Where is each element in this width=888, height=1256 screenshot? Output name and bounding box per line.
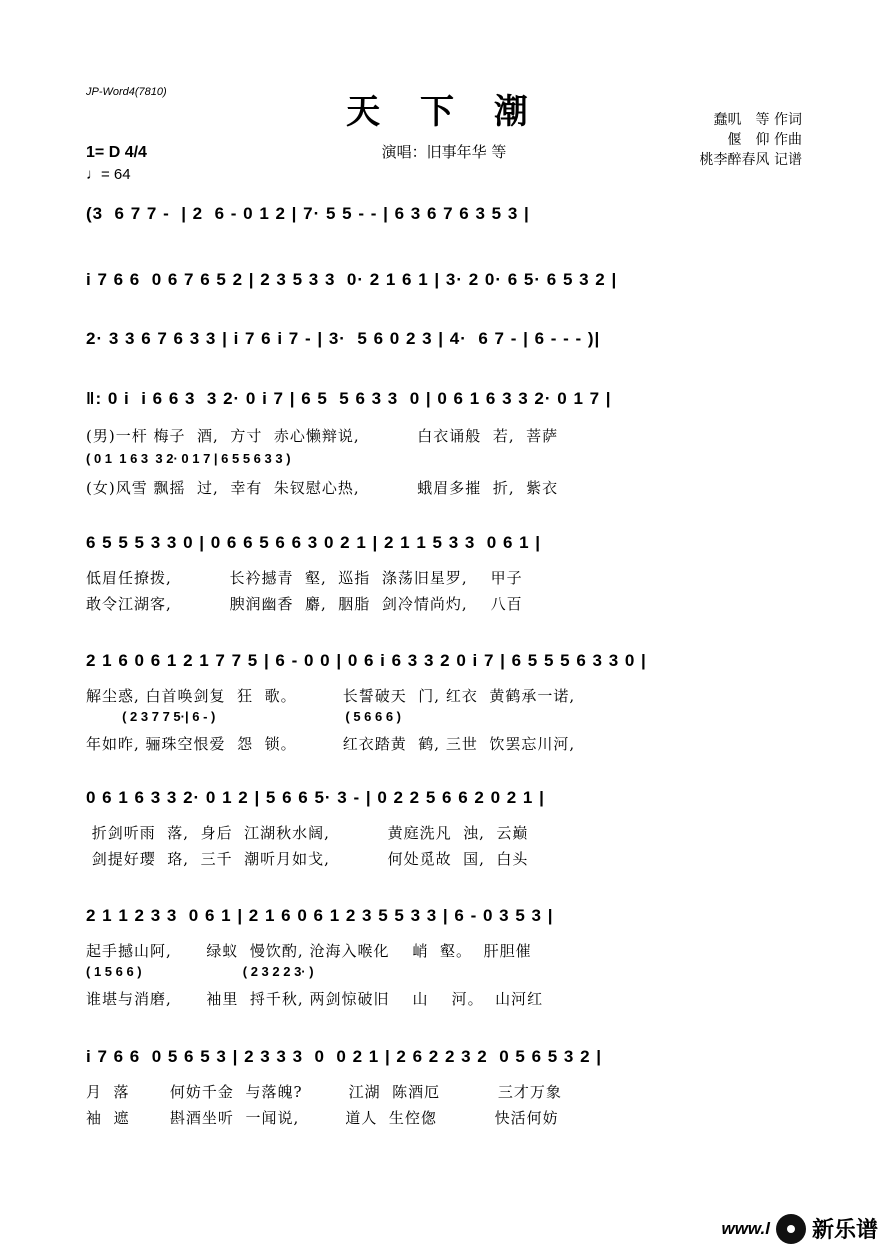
- lyric-line-2: 谁堪与消磨, 袖里 捋千秋, 两剑惊破旧 山 河。 山河红: [86, 990, 544, 1008]
- page-title: 天 下 潮: [346, 92, 542, 132]
- transcriber-credit: 桃李醉春风 记谱: [699, 152, 802, 168]
- lyric-line-1: 起手撼山阿, 绿蚁 慢饮酌, 沧海入喉化 峭 壑。 肝胆催: [86, 942, 532, 960]
- staff-row-8: [86, 906, 802, 1016]
- site-watermark: [721, 1213, 878, 1244]
- staff-row-6: [86, 651, 802, 761]
- harmony-notes: ( 0 1 1 6 3 3 2· 0 1 7 | 6 5 5 6 3 3 ): [86, 451, 291, 466]
- lyric-line-1: 低眉任撩拨, 长衿撼青 壑, 巡指 涤荡旧星罗, 甲子: [86, 569, 523, 587]
- staff-row-1: [86, 204, 802, 234]
- staff-row-5: [86, 533, 802, 613]
- notes: 0 6 1 6 3 3 2· 0 1 2 | 5 6 6 5· 3 - | 0 2 2 5 6 6 2 0 2 1 |: [86, 788, 545, 807]
- staff-row-3: [86, 329, 802, 359]
- harmony-notes: ( 1 5 6 6 ) ( 2 3 2 2 3· ): [86, 964, 314, 979]
- staff-row-7: [86, 788, 802, 868]
- tempo-marking: ♩= 64: [86, 166, 131, 183]
- notes: 2· 3 3 6 7 6 3 3 | i 7 6 i 7 - | 3· 5 6 0 2 3 | 4· 6 7 - | 6 - - - )|: [86, 329, 601, 348]
- lyric-line-2: 敢令江湖客, 腴润幽香 麝, 胭脂 剑冷情尚灼, 八百: [86, 595, 523, 613]
- staff-row-4: [86, 389, 802, 509]
- composer-credit: 偃 仰 作曲: [727, 132, 802, 148]
- lyric-line-2: 年如昨, 骊珠空恨爱 怨 锁。 红衣踏黄 鹤, 三世 饮罢忘川河,: [86, 735, 576, 753]
- key-signature: 1= D 4/4: [86, 144, 147, 161]
- notes: i 7 6 6 0 6 7 6 5 2 | 2 3 5 3 3 0· 2 1 6 1 | 3· 2 0· 6 5· 6 5 3 2 |: [86, 270, 618, 289]
- lyricist-credit: 蠢叽 等 作词: [713, 112, 802, 128]
- notes: 6 5 5 5 3 3 0 | 0 6 6 5 6 6 3 0 2 1 | 2 1 1 5 3 3 0 6 1 |: [86, 533, 542, 552]
- site-url: www.l: [721, 1218, 770, 1238]
- staff-row-9: [86, 1047, 802, 1127]
- source-label: JP-Word4(7810): [86, 86, 167, 98]
- lyric-line-2: 剑提好璎 珞, 三千 潮听月如戈, 何处觅故 国, 白头: [86, 850, 529, 868]
- lyric-line-2: 袖 遮 斟酒坐听 一闻说, 道人 生倥偬 快活何妨: [86, 1109, 559, 1127]
- site-brand: 新乐谱: [811, 1218, 878, 1243]
- singer-line: 演唱：旧事年华 等: [381, 143, 507, 161]
- credits: [700, 110, 802, 170]
- notes: i 7 6 6 0 5 6 5 3 | 2 3 3 3 0 0 2 1 | 2 6 2 2 3 2 0 5 6 5 3 2 |: [86, 1047, 603, 1066]
- staff-row-2: [86, 270, 802, 300]
- notes: (3 6 7 7 - | 2 6 - 0 1 2 | 7· 5 5 - - | 6 3 6 7 6 3 5 3 |: [86, 204, 530, 223]
- notes: ‖: 0 i i 6 6 3 3 2· 0 i 7 | 6 5 5 6 3 3 0 | 0 6 1 6 3 3 2· 0 1 7 |: [86, 389, 612, 408]
- lyric-line-1: 折剑听雨 落, 身后 江湖秋水阔, 黄庭洗凡 浊, 云巅: [86, 824, 529, 842]
- male-lyric: (男)一杆 梅子 酒, 方寸 赤心懒辩说, 白衣诵般 若, 菩萨: [86, 427, 559, 445]
- notes: 2 1 1 2 3 3 0 6 1 | 2 1 6 0 6 1 2 3 5 5 3 3 | 6 - 0 3 5 3 |: [86, 906, 554, 925]
- lyric-line-1: 月 落 何妨千金 与落魄? 江湖 陈酒厄 三才万象: [86, 1083, 562, 1101]
- lyric-line-1: 解尘惑, 白首唤剑复 狂 歌。 长誓破天 门, 红衣 黄鹤承一诺,: [86, 687, 576, 705]
- record-disc-icon: [776, 1214, 806, 1244]
- female-lyric: (女)风雪 飘摇 过, 幸有 朱钗慰心热, 蛾眉多摧 折, 紫衣: [86, 479, 559, 497]
- harmony-notes: ( 2 3 7 7 5·| 6 - ) ( 5 6 6 6 ): [86, 709, 402, 724]
- notes: 2 1 6 0 6 1 2 1 7 7 5 | 6 - 0 0 | 0 6 i 6 3 3 2 0 i 7 | 6 5 5 5 6 3 3 0 |: [86, 651, 647, 670]
